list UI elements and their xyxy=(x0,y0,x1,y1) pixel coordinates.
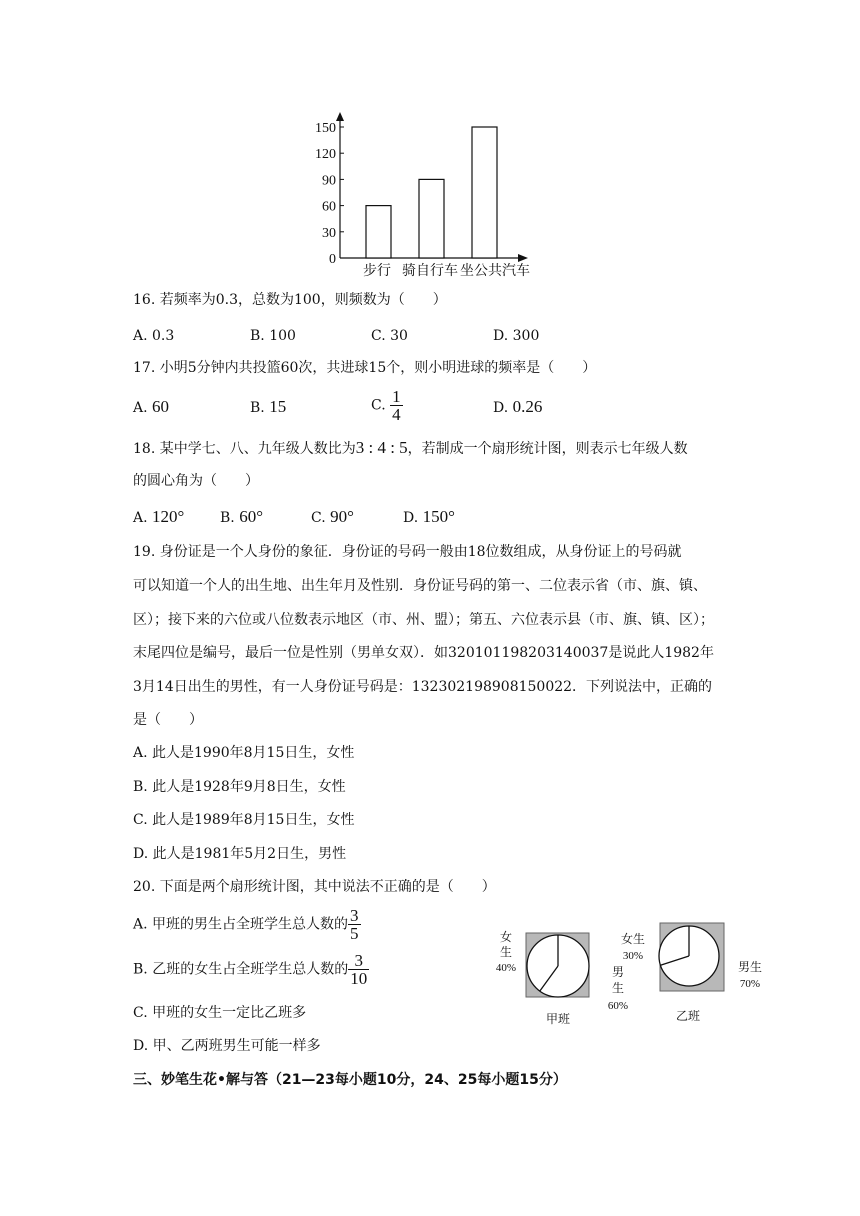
y-tick-label: 90 xyxy=(322,173,336,189)
section-3-heading: 三、妙笔生花•解与答（21—23每小题10分，24、25每小题15分） xyxy=(133,1072,567,1088)
pie-2-male-percent: 70% xyxy=(739,978,761,990)
q20-a-numerator: 3 xyxy=(350,906,359,925)
q16-option-c: C. 30 xyxy=(371,328,408,344)
q18-option-d xyxy=(403,507,455,528)
q17-option-c xyxy=(371,388,403,423)
q17-option-d xyxy=(493,397,542,418)
q20-b-numerator: 3 xyxy=(348,952,369,970)
x-category-label: 骑自行车 xyxy=(402,264,458,279)
q19-option-d: D. 此人是1981年5月2日生，男性 xyxy=(133,846,347,862)
q16-stem: 16. 若频率为0.3，总数为100，则频数为（ ） xyxy=(133,292,447,308)
pie-2-female-label: 女生 xyxy=(620,932,646,946)
q20-a-denominator: 5 xyxy=(350,924,359,943)
q16-option-d: D. 300 xyxy=(493,328,540,344)
q17-label-d: D. xyxy=(493,400,509,416)
pie-1-female-percent: 40% xyxy=(495,962,517,974)
q18-label-d: D. xyxy=(403,510,419,526)
q18-stem-pre: 18. 某中学七、八、九年级人数比为 xyxy=(133,441,356,457)
q17-label-a: A. xyxy=(133,400,148,416)
q17-value-b: 15 xyxy=(269,397,287,416)
pie-1-male-percent: 60% xyxy=(607,1000,629,1012)
pie-1-female-label: 女 xyxy=(499,930,513,944)
q18-stem-post: ，若制成一个扇形统计图，则表示七年级人数 xyxy=(407,441,688,457)
y-tick-label: 150 xyxy=(315,121,336,136)
q17-option-b xyxy=(250,397,286,418)
bar-chart xyxy=(290,108,560,280)
q20-a-fraction xyxy=(348,907,361,942)
q17-value-a: 60 xyxy=(152,397,170,416)
q17-label-b: B. xyxy=(250,400,265,416)
q20-b-denominator: 10 xyxy=(350,969,368,988)
pie-1-male-label: 生 xyxy=(611,981,625,995)
q18-label-b: B. xyxy=(220,510,235,526)
y-tick-label: 30 xyxy=(322,225,336,241)
q17-value-d: 0.26 xyxy=(512,397,543,416)
y-tick-label: 120 xyxy=(315,147,336,163)
pie-1-caption: 甲班 xyxy=(545,1012,571,1026)
q20-b-text: B. 乙班的女生占全班学生总人数的 xyxy=(133,961,349,978)
q20-option-a xyxy=(133,907,361,942)
q18-option-c xyxy=(311,507,354,528)
q17-c-numerator: 1 xyxy=(392,387,401,406)
q18-stem-line2: 的圆心角为（ ） xyxy=(133,473,259,489)
q17-c-denominator: 4 xyxy=(392,405,401,424)
y-tick-label: 60 xyxy=(322,199,336,215)
q18-value-d: 150° xyxy=(422,507,455,526)
q18-value-a: 120° xyxy=(152,507,185,526)
q19-line-4: 末尾四位是编号，最后一位是性别（男单女双）．如320101198203140037是说此人1982年 xyxy=(133,645,714,661)
q20-b-fraction xyxy=(348,952,369,987)
pie-1-male-label: 男 xyxy=(611,965,625,979)
q20-option-b xyxy=(133,952,369,987)
bar-3 xyxy=(472,127,497,258)
q17-stem: 17. 小明5分钟内共投篮60次，共进球15个，则小明进球的频率是（ ） xyxy=(133,360,597,376)
q19-line-2: 可以知道一个人的出生地、出生年月及性别．身份证号码的第一、二位表示省（市、旗、镇、 xyxy=(133,578,707,594)
pie-2-female-percent: 30% xyxy=(622,950,644,962)
q19-line-5: 3月14日出生的男性，有一人身份证号码是：132302198908150022．下列说法中，正确的 xyxy=(133,679,713,695)
q16-option-a: A. 0.3 xyxy=(133,328,175,344)
q20-stem: 20. 下面是两个扇形统计图，其中说法不正确的是（ ） xyxy=(133,879,496,895)
q20-a-text: A. 甲班的男生占全班学生总人数的 xyxy=(133,916,349,933)
q19-line-6: 是（ ） xyxy=(133,712,203,728)
pie-1-female-label: 生 xyxy=(499,945,513,959)
q18-value-c: 90° xyxy=(330,507,354,526)
q18-label-a: A. xyxy=(133,510,148,526)
q17-option-a xyxy=(133,397,169,418)
x-category-label: 步行 xyxy=(363,264,391,279)
pie-2-caption: 乙班 xyxy=(675,1009,701,1023)
q18-option-b xyxy=(220,507,263,528)
pie-charts xyxy=(480,920,780,1030)
q18-option-a xyxy=(133,507,184,528)
y-tick-label: 0 xyxy=(329,252,336,267)
q19-option-a: A. 此人是1990年8月15日生，女性 xyxy=(133,745,355,761)
q20-option-c: C. 甲班的女生一定比乙班多 xyxy=(133,1005,307,1021)
y-axis-arrow xyxy=(336,112,344,121)
bar-1 xyxy=(366,206,391,258)
q19-option-c: C. 此人是1989年8月15日生，女性 xyxy=(133,812,355,828)
q20-option-d: D. 甲、乙两班男生可能一样多 xyxy=(133,1038,321,1054)
q18-label-c: C. xyxy=(311,510,326,526)
q16-option-b: B. 100 xyxy=(250,328,296,344)
q18-stem xyxy=(133,438,688,459)
q19-line-3: 区）；接下来的六位或八位数表示地区（市、州、盟）；第五、六位表示县（市、旗、镇、区）； xyxy=(133,612,714,628)
q17-label-c: C. xyxy=(371,397,386,414)
x-axis-arrow xyxy=(518,254,528,262)
q19-line-1: 19. 身份证是一个人身份的象征．身份证的号码一般由18位数组成，从身份证上的号码就 xyxy=(133,544,682,560)
q19-option-b: B. 此人是1928年9月8日生，女性 xyxy=(133,779,346,795)
bar-2 xyxy=(419,179,444,258)
pie-2-male-label: 男生 xyxy=(737,960,763,974)
q18-value-b: 60° xyxy=(239,507,264,526)
q18-ratio: 3 : 4 : 5 xyxy=(355,438,408,457)
q17-fraction-c xyxy=(390,388,403,423)
x-category-label: 坐公共汽车 xyxy=(460,264,530,279)
